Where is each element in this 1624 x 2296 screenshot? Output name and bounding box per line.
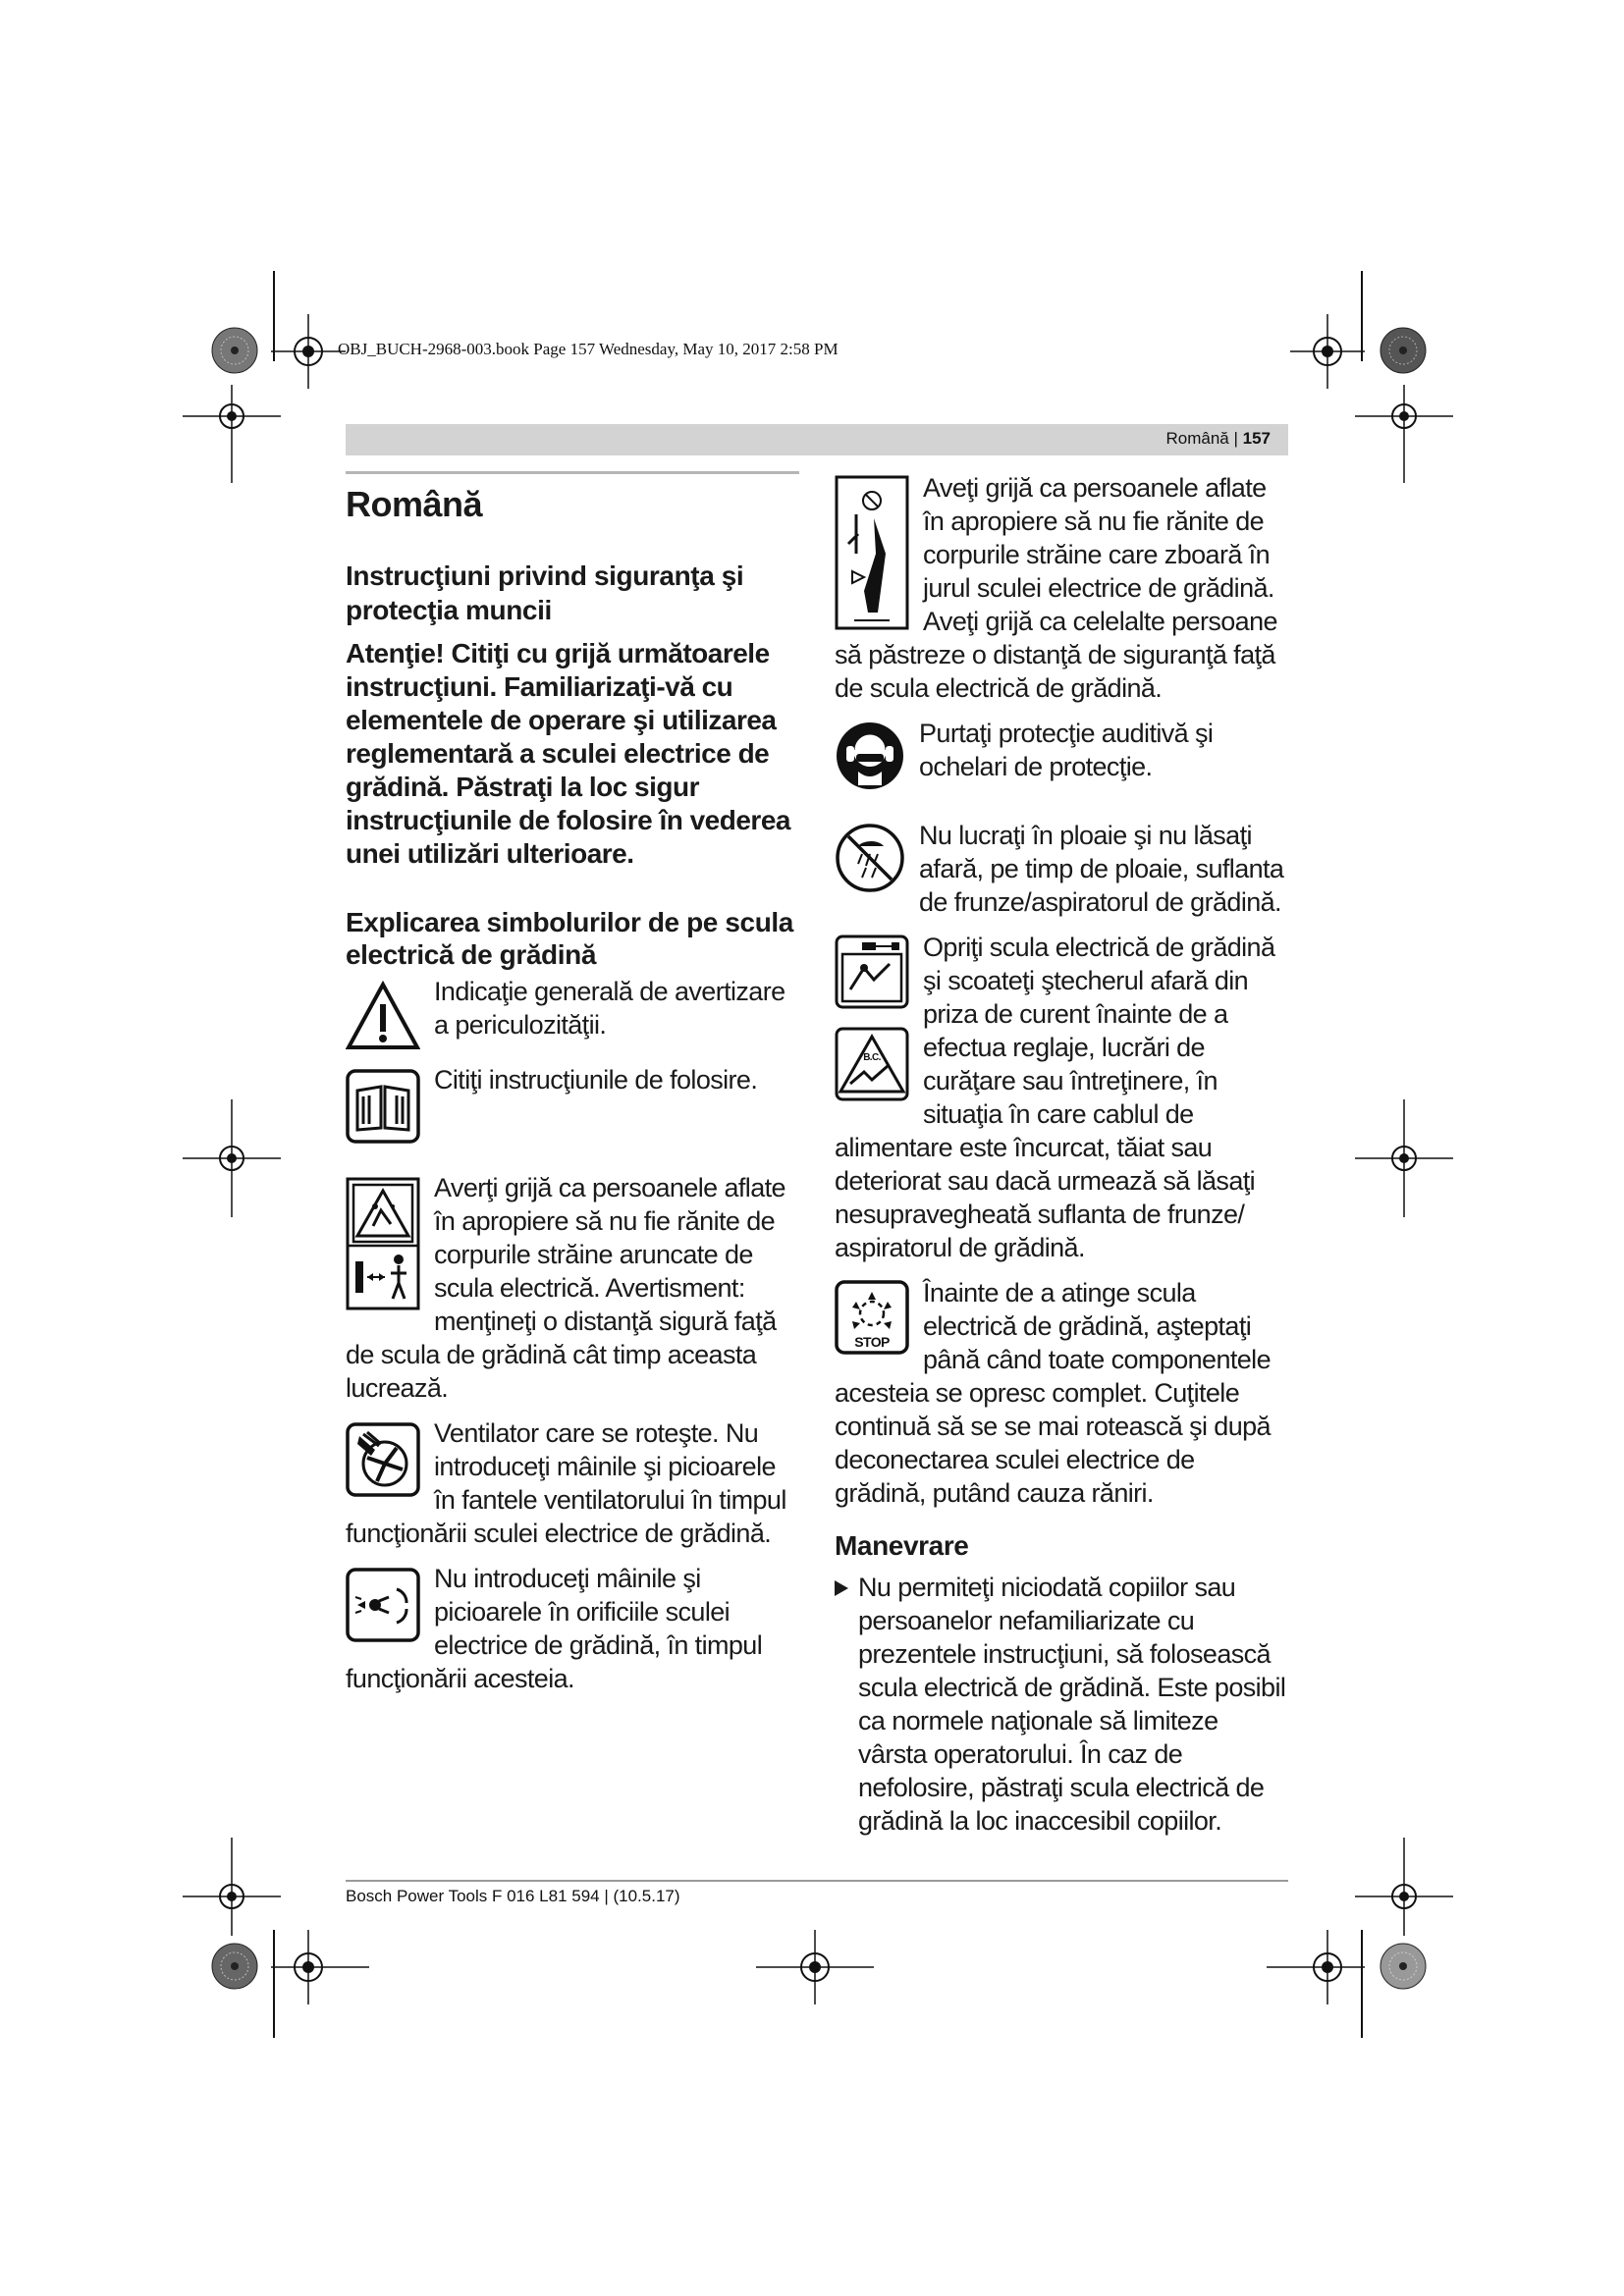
symbol-item [835,1276,1292,1510]
symbol-text: Nu introduceţi mâinile şi picioarele în orificiile sculei electrice de grădină, în timpul funcţionării acesteia. [346,1564,763,1693]
left-column [346,471,799,1707]
symbol-item [346,1063,799,1144]
icon-stack [835,934,909,1119]
page-header-label [1165,429,1271,449]
page-header-bar [346,424,1288,455]
damaged-cable-icon-label: B.C. [863,1052,881,1063]
registration-mark [271,314,346,389]
symbol-text: Citiţi instrucţiunile de folosire. [434,1065,758,1095]
symbol-item [346,1416,799,1550]
color-wheel-mark [210,326,259,375]
crop-line [273,1930,275,2038]
symbol-text: Nu lucraţi în ploaie şi nu lăsaţi afară, pe timp de ploaie, suflanta de frunze/aspiratorul de grădină. [919,821,1284,917]
bystander-thrown-objects-icon [346,1177,420,1310]
symbol-item [346,975,799,1051]
header-language: Română [1165,429,1229,448]
registration-mark [1267,1930,1365,2004]
color-wheel-mark [210,1942,259,1991]
hands-feet-openings-icon [346,1568,420,1642]
color-wheel-mark [1379,1942,1428,1991]
symbol-item [835,819,1292,919]
crop-line [273,271,275,361]
blower-flying-debris-icon [835,475,909,638]
symbol-text: Ventilator care se roteşte. Nu introduceţi mâinile şi picioarele în fantele ventilatorului în timpul funcţionării sculei electrice de grădină. [346,1418,786,1548]
registration-mark [756,1930,874,2004]
rotating-fan-hand-icon [346,1422,420,1497]
general-warning-triangle-icon [346,981,420,1051]
registration-mark [1355,1099,1453,1217]
registration-mark [183,1838,281,1936]
symbol-text: Aveţi grijă ca persoanele aflate în apropiere să nu fie rănite de corpurile străine care zboară în jurul sculei electrice de grădină. Aveţi grijă ca celelalte persoane să păstreze o distanţă de siguranţă faţă de scula electrică de grădină. [835,473,1277,703]
registration-mark [183,1099,281,1217]
page-number: 157 [1242,429,1271,448]
no-rain-icon [835,823,905,901]
safety-title: Instrucţiuni privind siguranţa şi protecţia muncii [346,561,744,625]
unplug-before-service-icon [835,934,909,1017]
symbol-item [346,1171,799,1405]
crop-line [1361,271,1363,361]
symbol-item [346,1562,799,1695]
crop-line [1361,1930,1363,2038]
registration-mark [271,1930,369,2004]
symbol-text: Purtaţi protecţie auditivă şi ochelari de protecţie. [919,719,1214,781]
symbol-item [835,717,1292,799]
page-footer: Bosch Power Tools F 016 L81 594 | (10.5.17) [346,1887,680,1905]
symbol-text: Averţi grijă ca persoanele aflate în apropiere să nu fie rănite de corpurile străine aruncate de scula electrică. Avertisment: menţineţi o distanţă sigură faţă de scula de grădină cât timp aceasta lucrează. [346,1173,785,1403]
symbol-text: Opriţi scula electrică de grădină şi scoateţi ştecherul afară din priza de curent înainte de a efectua reglaje, lucrări de curăţare sau întreţinere, în situaţia în care cablul de alimentare este încurcat, tăiat sau deteriorat sau dacă urmează să lăsaţi nesupravegheată suflanta de frunze/ aspiratorul de grădină. [835,933,1275,1262]
damaged-cable-icon [835,1027,909,1109]
registration-mark [1290,314,1365,389]
handling-title: Manevrare [835,1530,969,1561]
symbol-item [835,471,1292,705]
column-rule [346,471,799,474]
wait-stop-icon [835,1280,909,1362]
symbol-text: Indicaţie generală de avertizare a periculozităţii. [434,977,785,1040]
safety-warning: Atenţie! Citiţi cu grijă următoarele instrucţiuni. Familiarizaţi-vă cu elementele de operare şi utilizarea reglementară a sculei electrice de grădină. Păstraţi la loc sigur instrucţiunile de folosire în vederea unei utilizări ulterioare. [346,638,790,869]
handling-bullet-text: Nu permiteţi niciodată copiilor sau persoanelor nefamiliarizate cu prezentele instrucţiuni, să folosească scula electrică de grădină. Este posibil ca normele naţionale să limiteze vârsta operatorului. În caz de nefolosire, păstraţi scula electrică de grădină la loc inaccesibil copiilor. [858,1573,1286,1836]
footer-rule [346,1880,1288,1882]
section-title: Română [346,484,483,524]
registration-mark [183,385,281,483]
registration-mark [1355,1838,1453,1936]
registration-mark [1355,385,1453,483]
symbol-text: Înainte de a atinge scula electrică de grădină, aşteptaţi până când toate componentele acesteia se opresc complet. Cuţitele continuă să se se mai rotească şi după deconectarea sculei electrice de grădină, putând cauza răniri. [835,1278,1271,1508]
symbol-item [835,931,1292,1264]
read-manual-book-icon [346,1069,420,1144]
handling-bullet [835,1571,1292,1838]
file-stamp: OBJ_BUCH-2968-003.book Page 157 Wednesday, May 10, 2017 2:58 PM [338,340,839,358]
symbols-title: Explicarea simbolurilor de pe scula electrică de grădină [346,907,793,970]
stop-label: STOP [854,1334,890,1350]
color-wheel-mark [1379,326,1428,375]
header-separator: | [1228,429,1243,448]
right-column [835,471,1292,1838]
ear-eye-protection-icon [835,721,905,799]
bullet-triangle-icon [835,1580,848,1596]
